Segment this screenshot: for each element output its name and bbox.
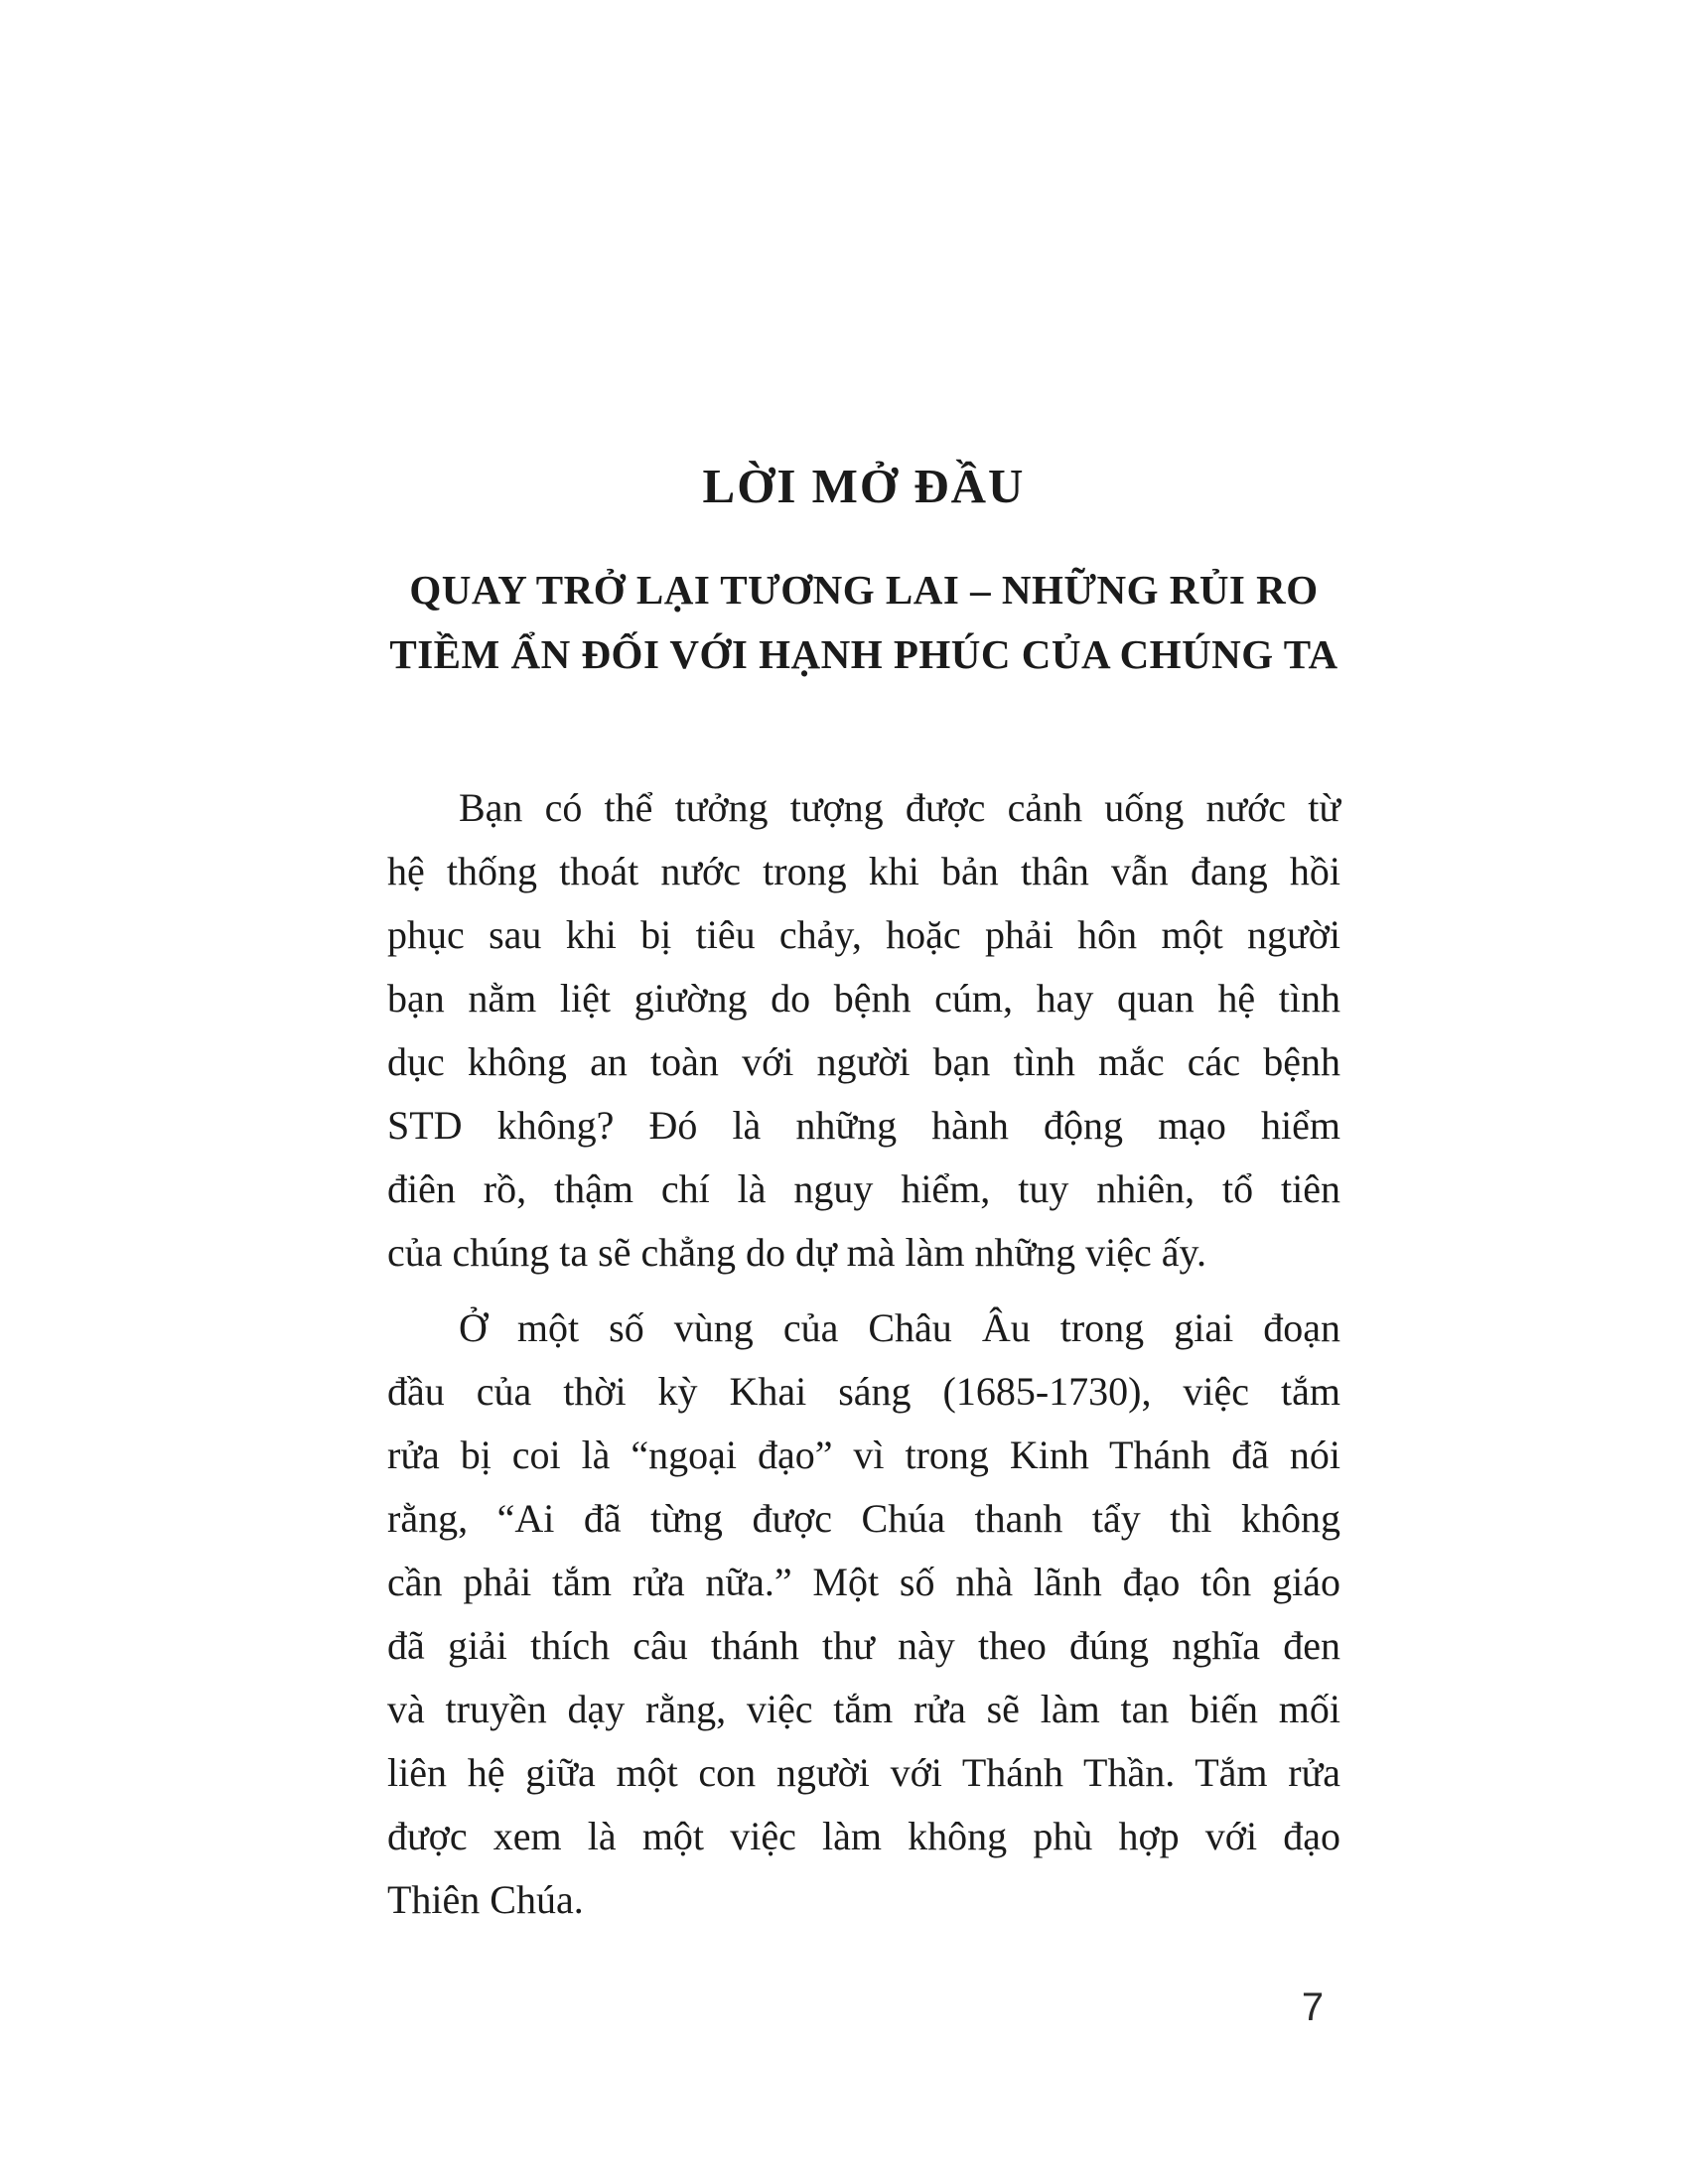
body-line: điên rồ, thậm chí là nguy hiểm, tuy nhiên, tổ tiên	[387, 1166, 1340, 1211]
paragraph	[387, 776, 1340, 1285]
body-text	[387, 776, 1340, 1932]
body-line: được xem là một việc làm không phù hợp với đạo	[387, 1814, 1340, 1858]
body-line: cần phải tắm rửa nữa.” Một số nhà lãnh đạo tôn giáo	[387, 1560, 1340, 1604]
body-line: bạn nằm liệt giường do bệnh cúm, hay quan hệ tình	[387, 976, 1340, 1021]
body-line: Bạn có thể tưởng tượng được cảnh uống nước từ	[459, 785, 1340, 830]
body-line: dục không an toàn với người bạn tình mắc các bệnh	[387, 1039, 1340, 1084]
page-number: 7	[1301, 1985, 1325, 2029]
body-line: rằng, “Ai đã từng được Chúa thanh tẩy thì không	[387, 1496, 1340, 1541]
chapter-subtitle	[357, 558, 1370, 687]
body-line: hệ thống thoát nước trong khi bản thân vẫn đang hồi	[387, 849, 1340, 893]
paragraph	[387, 1297, 1340, 1932]
body-line: STD không? Đó là những hành động mạo hiểm	[387, 1103, 1340, 1148]
text-column	[387, 0, 1340, 2184]
body-line: Thiên Chúa.	[387, 1877, 584, 1922]
body-line: phục sau khi bị tiêu chảy, hoặc phải hôn một người	[387, 912, 1340, 957]
body-line: rửa bị coi là “ngoại đạo” vì trong Kinh Thánh đã nói	[387, 1433, 1340, 1477]
body-line: Ở một số vùng của Châu Âu trong giai đoạn	[459, 1305, 1340, 1350]
body-line: đầu của thời kỳ Khai sáng (1685-1730), việc tắm	[387, 1369, 1340, 1414]
chapter-subtitle-line: QUAY TRỞ LẠI TƯƠNG LAI – NHỮNG RỦI RO	[409, 567, 1319, 613]
body-line: đã giải thích câu thánh thư này theo đúng nghĩa đen	[387, 1623, 1340, 1668]
body-line: của chúng ta sẽ chẳng do dự mà làm những việc ấy.	[387, 1230, 1206, 1275]
body-line: liên hệ giữa một con người với Thánh Thần. Tắm rửa	[387, 1750, 1340, 1795]
chapter-subtitle-line: TIỀM ẨN ĐỐI VỚI HẠNH PHÚC CỦA CHÚNG TA	[389, 631, 1338, 677]
body-line: và truyền dạy rằng, việc tắm rửa sẽ làm tan biến mối	[387, 1687, 1340, 1731]
page-title: LỜI MỞ ĐẦU	[702, 458, 1026, 513]
